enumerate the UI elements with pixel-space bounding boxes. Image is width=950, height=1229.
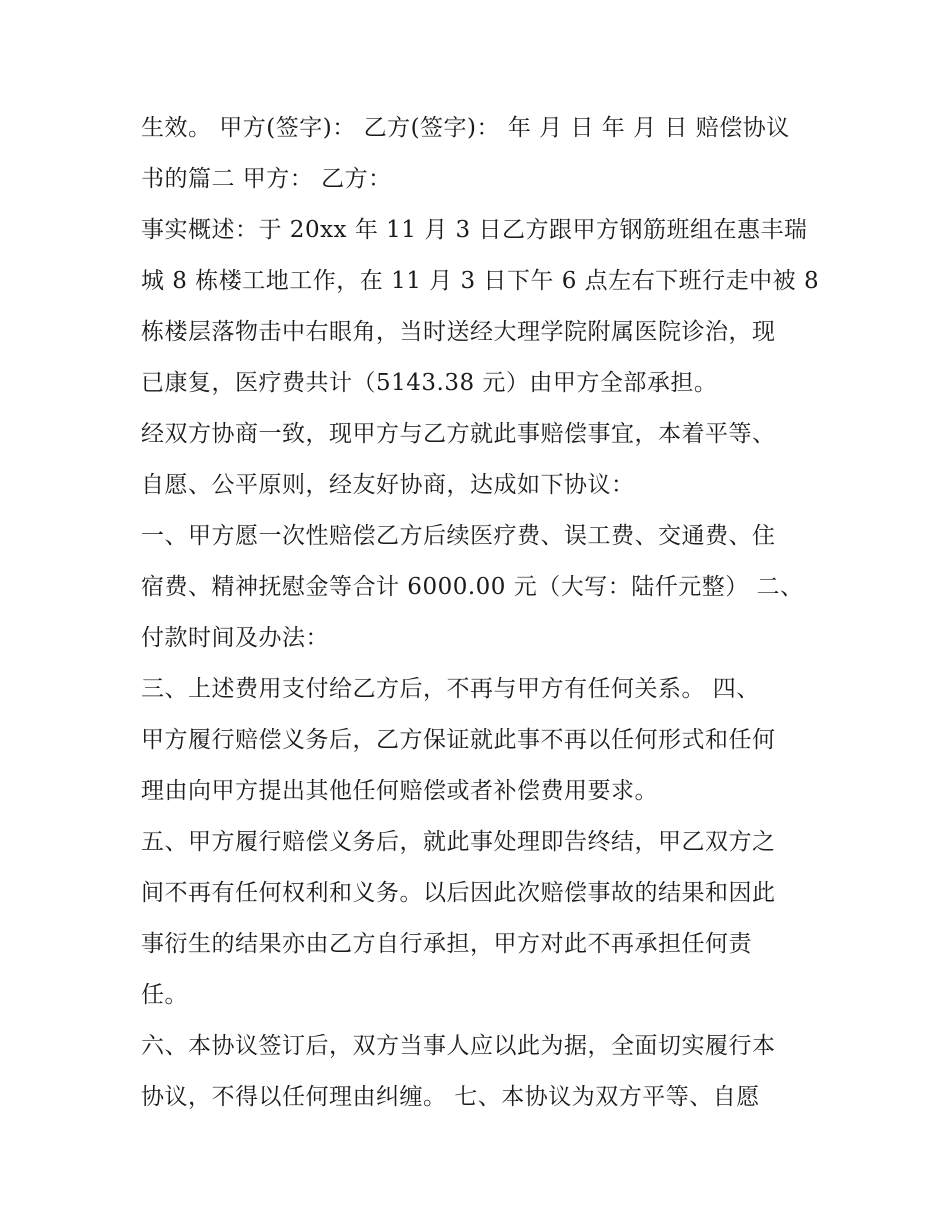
text-line: 宿费、精神抚慰金等合计 6000.00 元（大写：陆仟元整） 二、 (141, 574, 804, 600)
text-line: 间不再有任何权利和义务。以后因此次赔偿事故的结果和因此 (141, 880, 776, 906)
document-body (141, 103, 821, 1123)
text-line: 城 8 栋楼工地工作，在 11 月 3 日下午 6 点左右下班行走中被 8 (141, 268, 820, 294)
text-line: 三、上述费用支付给乙方后，不再与甲方有任何关系。 四、 (141, 676, 760, 702)
text-line: 五、甲方履行赔偿义务后，就此事处理即告终结，甲乙双方之 (141, 829, 776, 855)
text-line: 经双方协商一致，现甲方与乙方就此事赔偿事宜，本着平等、 (141, 421, 776, 447)
text-line: 事实概述：于 20xx 年 11 月 3 日乙方跟甲方钢筋班组在惠丰瑞 (141, 217, 808, 243)
text-line: 付款时间及办法： (141, 625, 329, 651)
text-line: 一、甲方愿一次性赔偿乙方后续医疗费、误工费、交通费、住 (141, 523, 776, 549)
text-line: 协议，不得以任何理由纠缠。 七、本协议为双方平等、自愿 (141, 1084, 760, 1110)
text-line: 事衍生的结果亦由乙方自行承担，甲方对此不再承担任何责 (141, 931, 752, 957)
text-line: 任。 (141, 982, 188, 1008)
text-line: 理由向甲方提出其他任何赔偿或者补偿费用要求。 (141, 778, 658, 804)
text-line: 已康复，医疗费共计（5143.38 元）由甲方全部承担。 (141, 370, 718, 396)
text-line: 甲方履行赔偿义务后，乙方保证就此事不再以任何形式和任何 (141, 727, 776, 753)
text-line: 自愿、公平原则，经友好协商，达成如下协议： (141, 472, 635, 498)
text-line: 书的篇二 甲方： 乙方： (141, 166, 392, 192)
text-line: 栋楼层落物击中右眼角，当时送经大理学院附属医院诊治，现 (141, 319, 776, 345)
text-line: 六、本协议签订后，双方当事人应以此为据，全面切实履行本 (141, 1033, 776, 1059)
text-line: 生效。 甲方(签字)： 乙方(签字)： 年 月 日 年 月 日 赔偿协议 (141, 115, 790, 141)
